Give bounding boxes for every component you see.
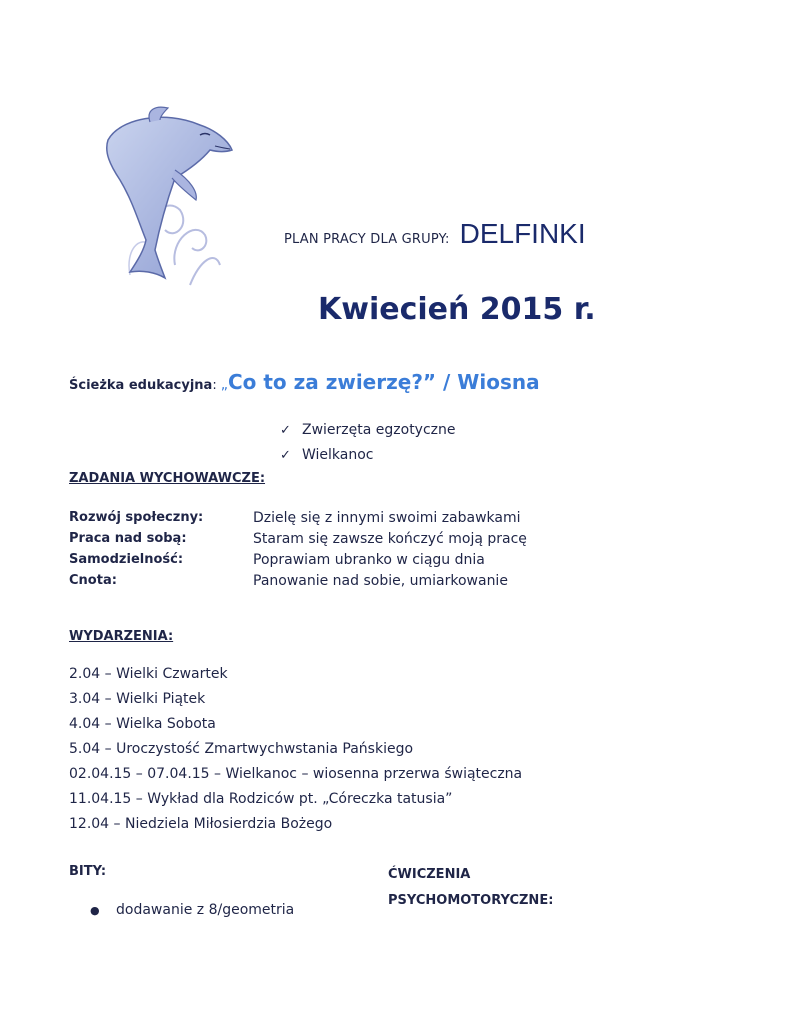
education-path: [69, 370, 540, 394]
list-item: 2.04 – Wielki Czwartek: [69, 666, 228, 682]
bity-list: [90, 902, 294, 918]
list-item: 4.04 – Wielka Sobota: [69, 716, 216, 732]
education-path-label: Ścieżka edukacyjna: [69, 378, 213, 393]
list-item: 12.04 – Niedziela Miłosierdzia Bożego: [69, 816, 333, 832]
list-item: [280, 445, 456, 470]
list-item-text: Wielkanoc: [302, 447, 374, 463]
task-value: Dzielę się z innymi swoimi zabawkami: [253, 510, 521, 526]
task-value: Poprawiam ubranko w ciągu dnia: [253, 552, 485, 568]
events-heading: WYDARZENIA:: [69, 629, 174, 644]
group-name: DELFINKI: [459, 218, 586, 249]
plan-header: [284, 218, 586, 250]
task-label: Praca nad sobą:: [69, 531, 187, 546]
check-icon: ✓: [280, 423, 291, 438]
bullet-icon: ●: [90, 904, 100, 917]
exercises-heading: [388, 862, 553, 914]
education-path-open-quote: „: [220, 377, 228, 393]
list-item: 3.04 – Wielki Piątek: [69, 691, 206, 707]
list-item: [90, 902, 294, 918]
list-item: 11.04.15 – Wykład dla Rodziców pt. „Córeczka tatusia”: [69, 791, 453, 807]
task-label: Rozwój społeczny:: [69, 510, 204, 525]
events-list: [69, 664, 522, 839]
bity-heading: BITY:: [69, 864, 107, 879]
task-value: Panowanie nad sobie, umiarkowanie: [253, 573, 508, 589]
list-item-text: Zwierzęta egzotyczne: [302, 422, 456, 438]
education-path-topic: Co to za zwierzę?” / Wiosna: [227, 370, 540, 394]
exercises-heading-line2: PSYCHOMOTORYCZNE:: [388, 893, 554, 908]
list-item: 02.04.15 – 07.04.15 – Wielkanoc – wiosenna przerwa świąteczna: [69, 766, 523, 782]
task-value: Staram się zawsze kończyć moją pracę: [253, 531, 527, 547]
list-item: 5.04 – Uroczystość Zmartwychwstania Pańskiego: [69, 741, 414, 757]
education-path-list: [280, 420, 456, 470]
task-label: Samodzielność:: [69, 552, 184, 567]
list-item-text: dodawanie z 8/geometria: [116, 902, 295, 918]
page-title: Kwiecień 2015 r.: [318, 292, 596, 327]
dolphin-illustration: [80, 100, 250, 300]
plan-label: PLAN PRACY DLA GRUPY:: [284, 232, 450, 247]
tasks-heading: ZADANIA WYCHOWAWCZE:: [69, 471, 266, 486]
exercises-heading-line1: ĆWICZENIA: [388, 867, 471, 882]
education-path-colon: :: [212, 378, 217, 393]
list-item: [280, 420, 456, 445]
check-icon: ✓: [280, 448, 291, 463]
task-label: Cnota:: [69, 573, 117, 588]
